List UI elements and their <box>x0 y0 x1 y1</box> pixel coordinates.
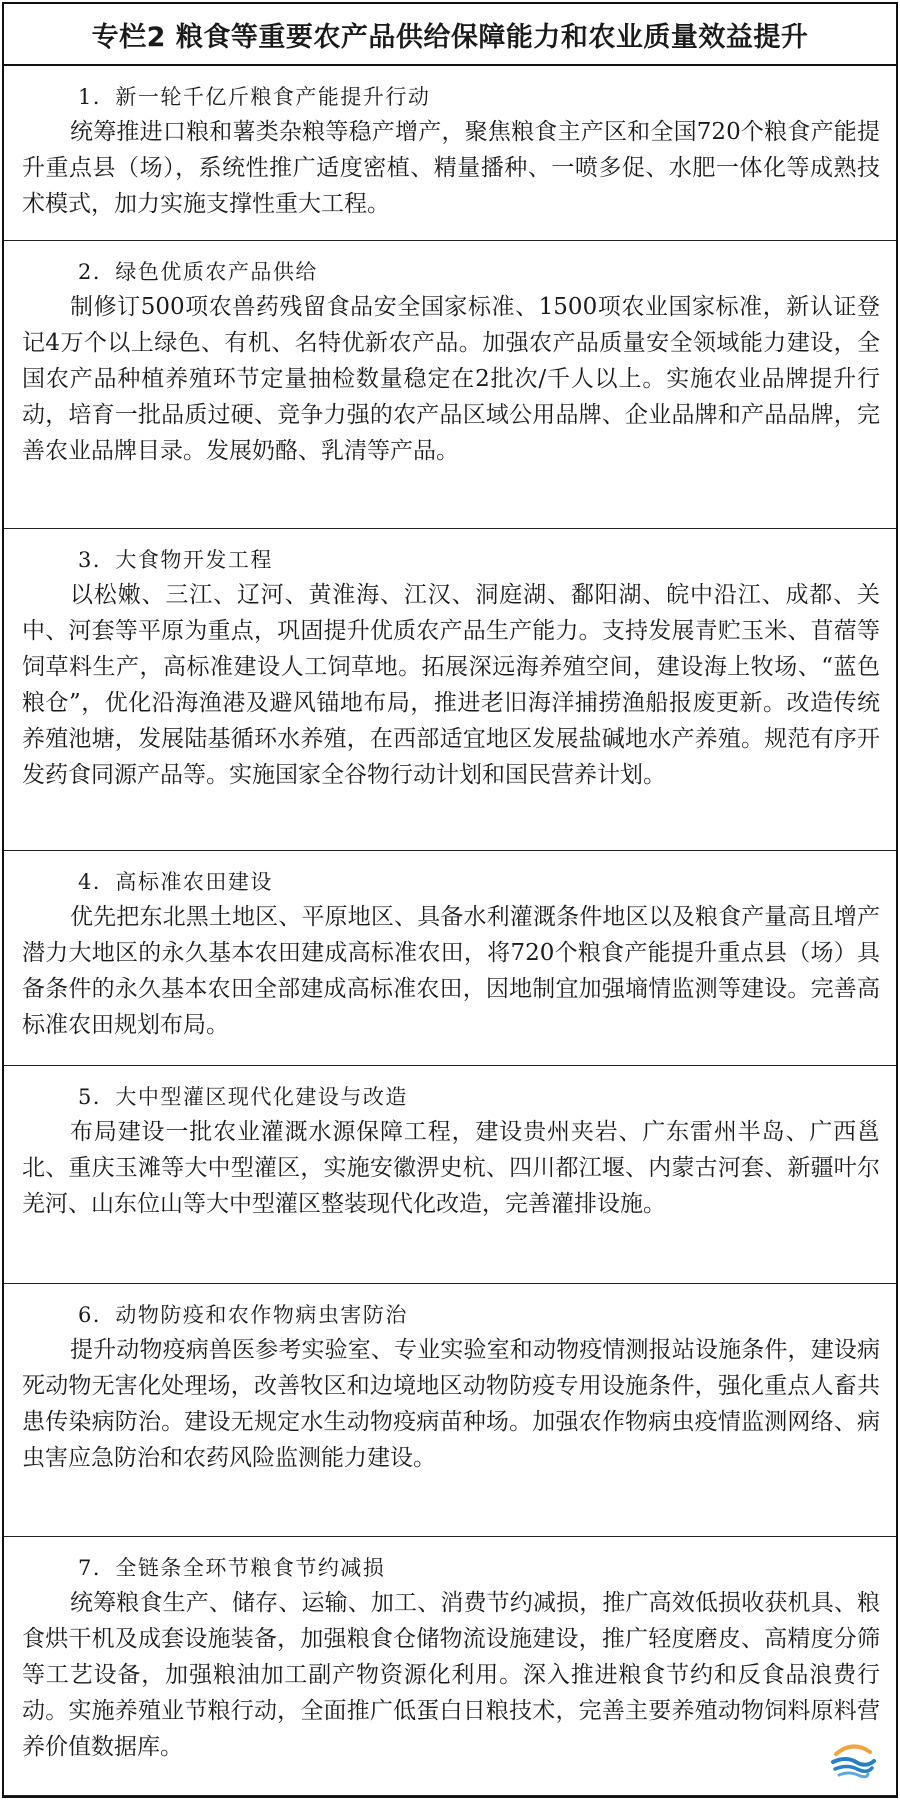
section-heading: 1．新一轮千亿斤粮食产能提升行动 <box>78 85 431 109</box>
section-4 <box>4 851 896 1066</box>
section-body: 以松嫩、三江、辽河、黄淮海、江汉、洞庭湖、鄱阳湖、皖中沿江、成都、关中、河套等平原为重点，巩固提升优质农产品生产能力。支持发展青贮玉米、苜蓿等饲草料生产，高标准建设人工饲草地。拓展深远海养殖空间，建设海上牧场、“蓝色粮仓”，优化沿海渔港及避风锚地布局，推进老旧海洋捕捞渔船报废更新。改造传统养殖池塘，发展陆基循环水养殖，在西部适宜地区发展盐碱地水产养殖。规范有序开发药食同源产品等。实施国家全谷物行动计划和国民营养计划。 <box>22 582 880 788</box>
section-heading: 6．动物防疫和农作物病虫害防治 <box>78 1303 408 1327</box>
section-2 <box>4 241 896 529</box>
section-heading: 7．全链条全环节粮食节约减损 <box>78 1556 386 1580</box>
section-body: 制修订500项农兽药残留食品安全国家标准、1500项农业国家标准，新认证登记4万个以上绿色、有机、名特优新农产品。加强农产品质量安全领域能力建设，全国农产品种植养殖环节定量抽检数量稳定在2批次/千人以上。实施农业品牌提升行动，培育一批品质过硬、竞争力强的农产品区域公用品牌、企业品牌和产品品牌，完善农业品牌目录。发展奶酪、乳清等产品。 <box>22 294 880 464</box>
section-heading: 2．绿色优质农产品供给 <box>78 260 318 284</box>
section-heading: 3．大食物开发工程 <box>78 548 273 572</box>
section-3 <box>4 529 896 851</box>
section-heading: 4．高标准农田建设 <box>78 870 273 894</box>
section-7 <box>4 1537 896 1796</box>
section-5 <box>4 1066 896 1284</box>
section-body: 提升动物疫病兽医参考实验室、专业实验室和动物疫情测报站设施条件，建设病死动物无害化处理场，改善牧区和边境地区动物防疫专用设施条件，强化重点人畜共患传染病防治。建设无规定水生动物疫病苗种场。加强农作物病虫疫情监测网络、病虫害应急防治和农药风险监测能力建设。 <box>22 1337 880 1471</box>
section-1 <box>4 66 896 241</box>
wave-logo-icon <box>828 1734 878 1784</box>
section-body: 统筹推进口粮和薯类杂粮等稳产增产，聚焦粮食主产区和全国720个粮食产能提升重点县（场），系统性推广适度密植、精量播种、一喷多促、水肥一体化等成熟技术模式，加力实施支撑性重大工程。 <box>22 119 880 217</box>
section-body: 优先把东北黑土地区、平原地区、具备水利灌溉条件地区以及粮食产量高且增产潜力大地区的永久基本农田建成高标准农田，将720个粮食产能提升重点县（场）具备条件的永久基本农田全部建成高标准农田，因地制宜加强墒情监测等建设。完善高标准农田规划布局。 <box>22 904 880 1038</box>
column-title: 专栏2 粮食等重要农产品供给保障能力和农业质量效益提升 <box>4 4 896 66</box>
section-body: 布局建设一批农业灌溉水源保障工程，建设贵州夹岩、广东雷州半岛、广西邕北、重庆玉滩等大中型灌区，实施安徽淠史杭、四川都江堰、内蒙古河套、新疆叶尔羌河、山东位山等大中型灌区整装现代化改造，完善灌排设施。 <box>22 1119 880 1217</box>
section-body: 统筹粮食生产、储存、运输、加工、消费节约减损，推广高效低损收获机具、粮食烘干机及成套设施装备，加强粮食仓储物流设施建设，推广轻度磨皮、高精度分筛等工艺设备，加强粮油加工副产物资源化利用。深入推进粮食节约和反食品浪费行动。实施养殖业节粮行动，全面推广低蛋白日粮技术，完善主要养殖动物饲料原料营养价值数据库。 <box>22 1590 880 1760</box>
column-box <box>2 2 898 1798</box>
section-heading: 5．大中型灌区现代化建设与改造 <box>78 1085 408 1109</box>
section-6 <box>4 1284 896 1537</box>
